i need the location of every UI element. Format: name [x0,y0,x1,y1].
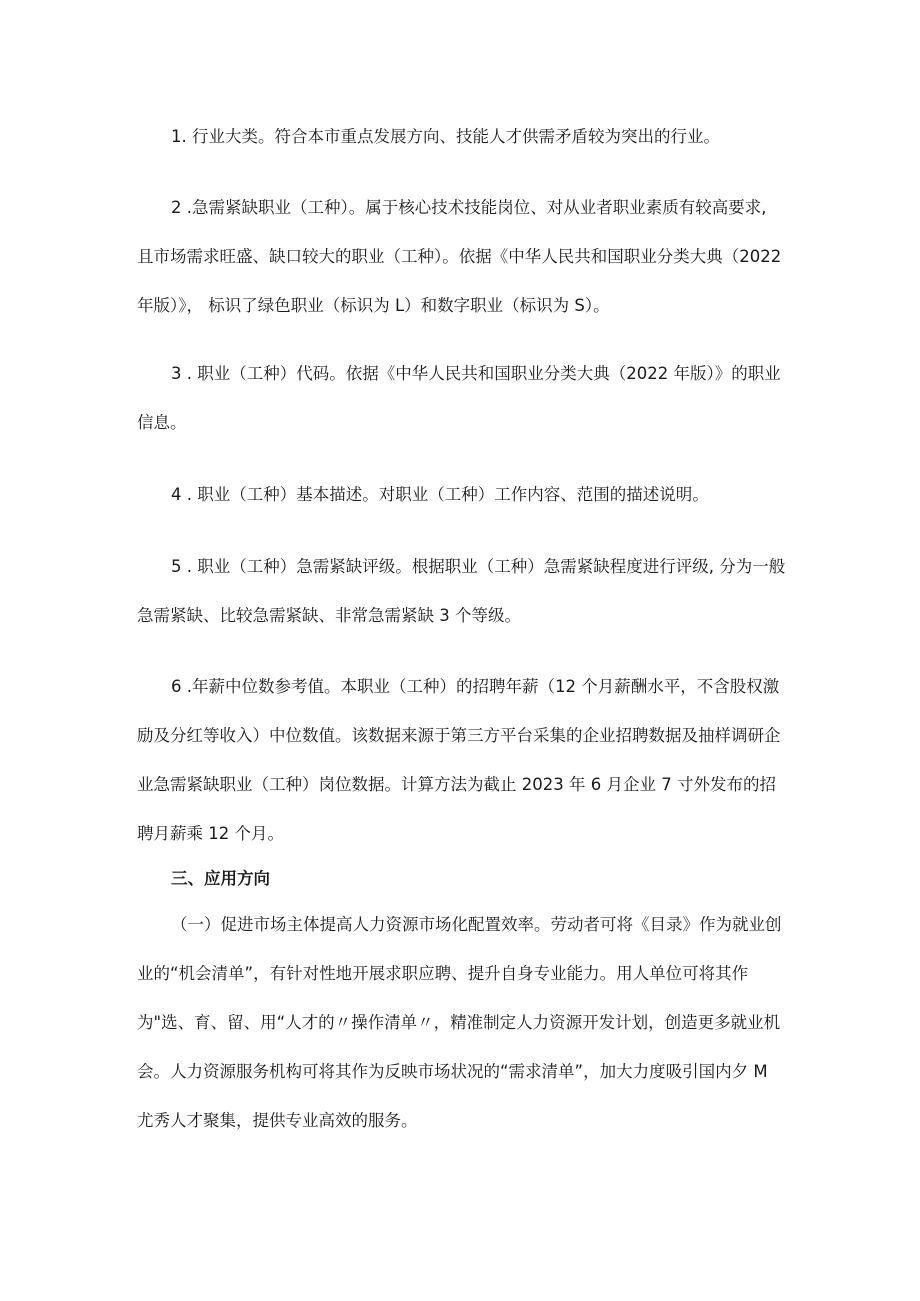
item-5-shortage-rating: 5 . 职业（工种）急需紧缺评级。根据职业（工种）急需紧缺程度进行评级, 分为一般急需紧缺、比较急需紧缺、非常急需紧缺 3 个等级。 [137,557,786,625]
section-heading: 三、应用方向 [171,869,270,888]
item-6-median-salary: 6 .年薪中位数参考值。本职业（工种）的招聘年薪（12 个月薪酬水平，不含股权激励及分红等收入）中位数值。该数据来源于第三方平台采集的企业招聘数据及抽样调研企业急需紧缺职业（工种）岗位数据。计算方法为截止 2023 年 6 月企业 7 寸外发布的招聘月薪乘 12 个月。 [137,677,781,843]
application-paragraph: （一）促进市场主体提高人力资源市场化配置效率。劳动者可将《目录》作为就业创业的“机会清单”，有针对性地开展求职应聘、提升自身专业能力。用人单位可将其作为"选、育、留、用“人才的〃操作清单〃，精准制定人力资源开发计划，创造更多就业机会。人力资源服务机构可将其作为反映市场状况的“需求清单”，加大力度吸引国内夕 M 尤秀人才聚集，提供专业高效的服务。 [137,915,782,1130]
item-3-occupation-code: 3 . 职业（工种）代码。依据《中华人民共和国职业分类大典（2022 年版）》的职业信息。 [137,364,781,432]
item-2-urgent-occupations: 2 .急需紧缺职业（工种）。属于核心技术技能岗位、对从业者职业素质有较高要求, 且市场需求旺盛、缺口较大的职业（工种）。依据《中华人民共和国职业分类大典（2022 年版）》， 标识了绿色职业（标识为 L）和数字职业（标识为 S）。 [137,198,782,315]
item-1-industry-category: 1. 行业大类。符合本市重点发展方向、技能人才供需矛盾较为突出的行业。 [171,127,720,146]
item-4-occupation-description: 4 . 职业（工种）基本描述。对职业（工种）工作内容、范围的描述说明。 [171,485,709,504]
